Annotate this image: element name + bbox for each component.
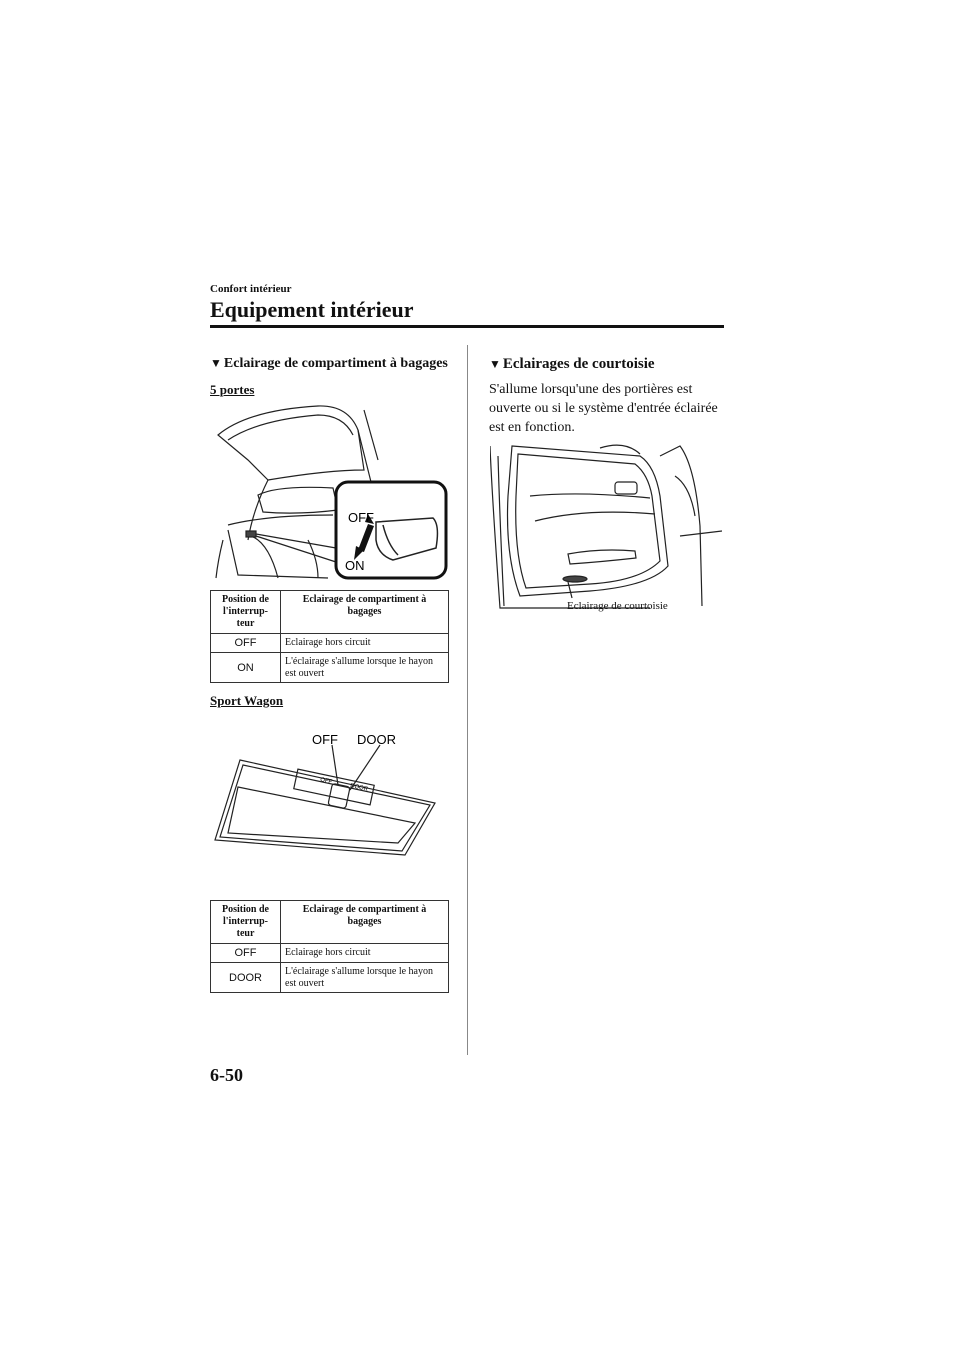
figure-sport-wagon-light (210, 725, 445, 865)
section-heading-courtesy-lights (489, 356, 655, 373)
section-heading-text: Eclairages de courtoisie (502, 356, 655, 372)
subtitle-sport-wagon: Sport Wagon (210, 693, 284, 708)
switch-position-table-5-door (210, 590, 449, 683)
header-rule (210, 325, 724, 328)
figure-caption-courtesy-light: Eclairage de courtoisie (567, 600, 668, 612)
table-row (211, 963, 449, 993)
figure-5-door-trunk (208, 400, 453, 585)
table-header-position: Position de l'interrup-teur (211, 591, 281, 634)
triangle-marker-icon: ▼ (210, 356, 222, 370)
triangle-marker-icon: ▼ (489, 357, 501, 371)
subtitle-5-doors: 5 portes (210, 382, 255, 397)
table-cell-code: DOOR (211, 963, 281, 993)
table-header-lighting: Eclairage de compartiment à bagages (281, 901, 449, 944)
trunk-illustration (208, 400, 453, 585)
page-title: Equipement intérieur (210, 297, 414, 322)
section-heading-luggage-light (210, 356, 448, 372)
table-cell-code: OFF (211, 634, 281, 653)
switch-label-door: DOOR (349, 783, 369, 793)
chapter-label: Confort intérieur (210, 283, 292, 295)
label-off: OFF (312, 732, 338, 747)
section-heading-text: Eclairage de compartiment à bagages (223, 356, 448, 371)
figure-courtesy-light-door (490, 436, 722, 616)
table-row (211, 634, 449, 653)
label-off: OFF (348, 510, 374, 525)
page-number: 6-50 (210, 1065, 243, 1085)
label-door: DOOR (357, 732, 396, 747)
switch-label-off: OFF (319, 777, 333, 786)
table-cell-desc: Eclairage hors circuit (281, 944, 449, 963)
switch-position-table-wagon (210, 900, 449, 993)
table-cell-desc: Eclairage hors circuit (281, 634, 449, 653)
door-illustration (490, 436, 722, 616)
courtesy-light-description: S'allume lorsqu'une des portières est ouverte ou si le système d'entrée éclairée est en fonction. (489, 382, 718, 435)
overhead-light-illustration (210, 725, 445, 865)
table-row (211, 944, 449, 963)
table-header-position: Position de l'interrup-teur (211, 901, 281, 944)
table-row (211, 653, 449, 683)
label-on: ON (345, 558, 365, 573)
column-divider (467, 345, 468, 1055)
table-cell-desc: L'éclairage s'allume lorsque le hayon est ouvert (281, 963, 449, 993)
table-cell-code: ON (211, 653, 281, 683)
table-header-lighting: Eclairage de compartiment à bagages (281, 591, 449, 634)
table-cell-code: OFF (211, 944, 281, 963)
table-cell-desc: L'éclairage s'allume lorsque le hayon est ouvert (281, 653, 449, 683)
